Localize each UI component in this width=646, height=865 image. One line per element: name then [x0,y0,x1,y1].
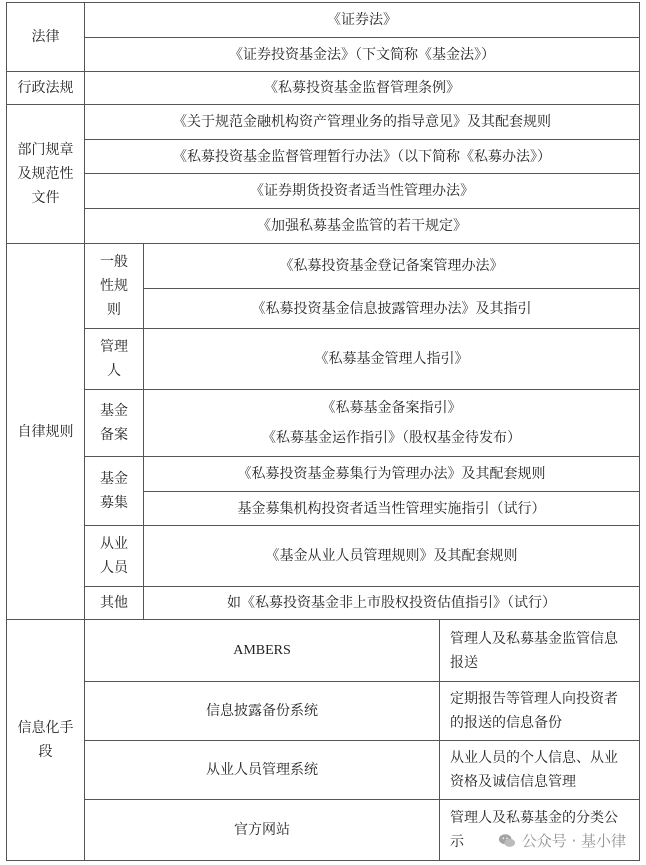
system-name-official-website: 官方网站 [84,799,440,861]
general-row-1: 《私募投资基金登记备案管理办法》 [143,243,640,289]
raising-row-1: 《私募投资基金募集行为管理办法》及其配套规则 [143,456,640,492]
general-row-2: 《私募投资基金信息披露管理办法》及其指引 [143,288,640,329]
label-other: 其他 [84,586,144,620]
label-it: 信息化手 段 [6,619,85,861]
raising-row-2: 基金募集机构投资者适当性管理实施指引（试行） [143,491,640,526]
system-desc-disclosure-backup: 定期报告等管理人向投资者的报送的信息备份 [439,681,640,741]
watermark-text: 公众号 · 基小律 [521,832,626,850]
law-row-2: 《证券投资基金法》（下文简称《基金法》） [84,37,640,72]
system-name-staff-management: 从业人员管理系统 [84,740,440,800]
watermark [498,830,626,851]
label-staff: 从业 人员 [84,525,144,587]
dept-row-2: 《私募投资基金监督管理暂行办法》（以下简称《私募办法》） [84,139,640,174]
admin-row-1: 《私募投资基金监督管理条例》 [84,71,640,105]
manager-row-1: 《私募基金管理人指引》 [143,328,640,390]
dept-row-4: 《加强私募基金监管的若干规定》 [84,208,640,244]
dept-row-1: 《关于规范金融机构资产管理业务的指导意见》及其配套规则 [84,104,640,140]
label-manager: 管理 人 [84,328,144,390]
filing-rows: 《私募基金备案指引》 《私募基金运作指引》（股权基金待发布） [143,389,640,457]
dept-row-3: 《证券期货投资者适当性管理办法》 [84,173,640,209]
law-row-1: 《证券法》 [84,2,640,38]
system-desc-ambers: 管理人及私募基金监管信息报送 [439,619,640,682]
label-raising: 基金 募集 [84,456,144,526]
wechat-icon [498,832,516,850]
system-desc-official-website: 管理人及私募基金的分类公示 [439,799,640,861]
label-dept: 部门规章 及规范性 文件 [6,104,85,244]
label-law: 法律 [6,2,85,72]
staff-row-1: 《基金从业人员管理规则》及其配套规则 [143,525,640,587]
label-self: 自律规则 [6,243,85,620]
label-admin: 行政法规 [6,71,85,105]
other-row-1: 如《私募投资基金非上市股权投资估值指引》（试行） [143,586,640,620]
label-general: 一般 性规 则 [84,243,144,329]
system-name-disclosure-backup: 信息披露备份系统 [84,681,440,741]
system-desc-staff-management: 从业人员的个人信息、从业资格及诚信信息管理 [439,740,640,800]
label-filing: 基金 备案 [84,389,144,457]
system-name-ambers: AMBERS [84,619,440,682]
